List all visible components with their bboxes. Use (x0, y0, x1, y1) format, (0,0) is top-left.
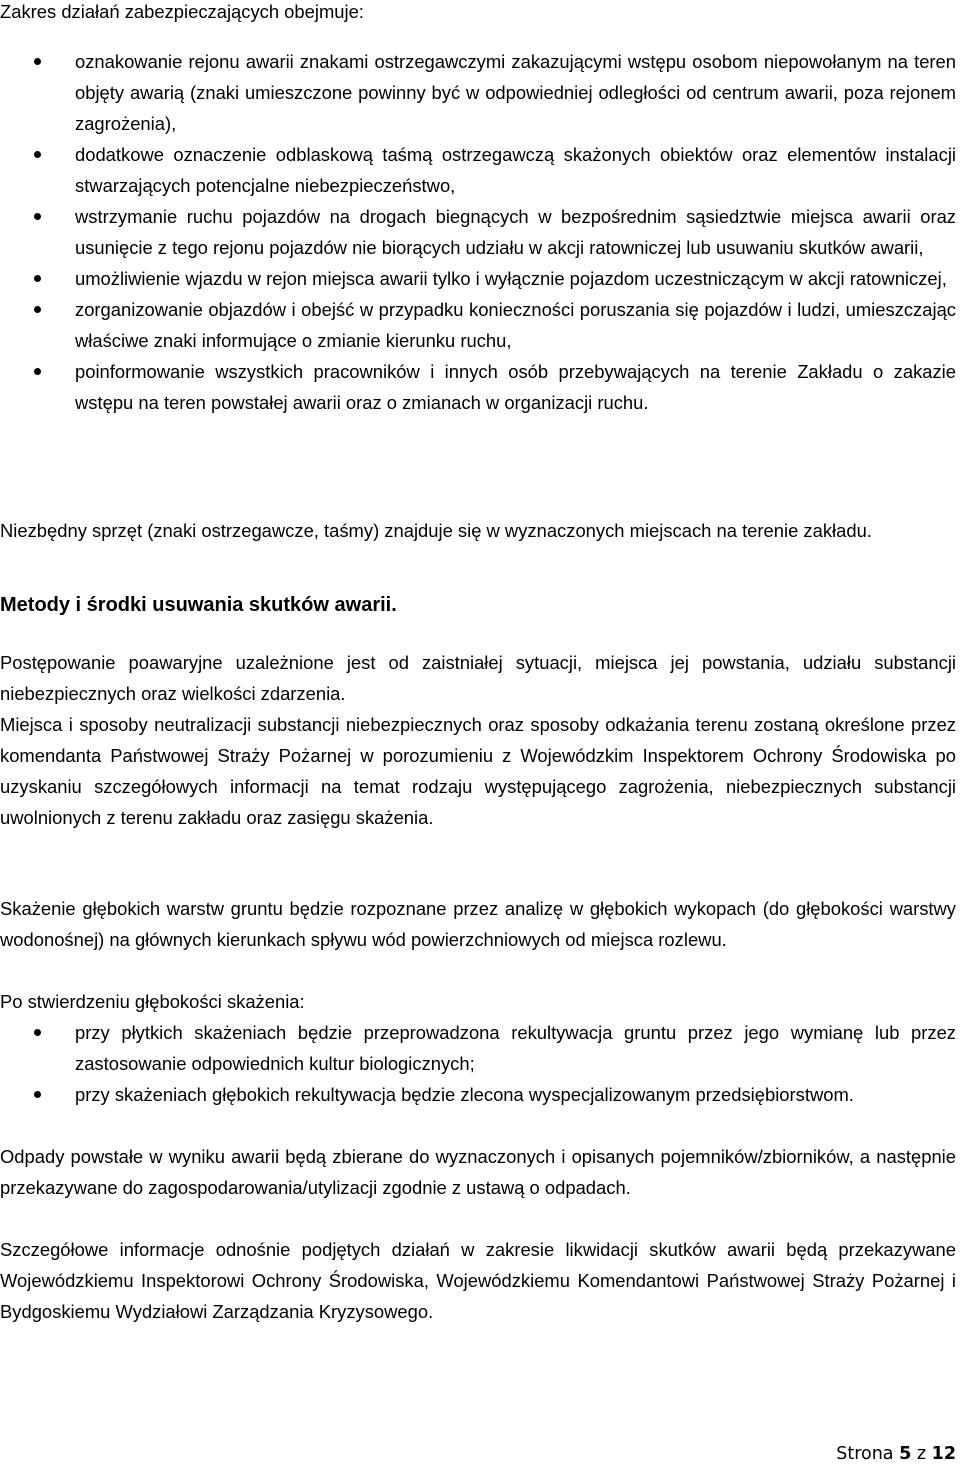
page-label: Strona (836, 1444, 894, 1464)
paragraph-odpady: Odpady powstałe w wyniku awarii będą zbierane do wyznaczonych i opisanych pojemników/zbiorników, a następnie przekazywane do zagospodarowania/utylizacji zgodnie z ustawą o odpadach. (0, 1146, 956, 1198)
intro-text: Zakres działań zabezpieczających obejmuje: (0, 1, 364, 22)
list-item-text: umożliwienie wjazdu w rejon miejsca awarii tylko i wyłącznie pojazdom uczestniczącym w akcji ratowniczej, (75, 268, 947, 289)
paragraph-miejsca: Miejsca i sposoby neutralizacji substancji niebezpiecznych oraz sposoby odkażania terenu zostaną określone przez komendanta Państwowej Straży Pożarnej w porozumieniu z Wojewódzkim Inspektorem Ochrony Środowiska po uzyskaniu szczegółowych informacji na temat rodzaju występującego zagrożenia, niebezpiecznych substancji uwolnionych z terenu zakładu oraz zasięgu skażenia. (0, 714, 956, 828)
list-item-text: poinformowanie wszystkich pracowników i innych osób przebywających na terenie Zakładu o zakazie wstępu na teren powstałej awarii oraz o zmianach w organizacji ruchu. (75, 361, 956, 413)
total-page-count: 12 (931, 1444, 956, 1464)
paragraph-skazenie: Skażenie głębokich warstw gruntu będzie rozpoznane przez analizę w głębokich wykopach (do głębokości warstwy wodonośnej) na głównych kierunkach spływu wód powierzchniowych od miejsca rozlewu. (0, 898, 956, 950)
bullet-icon (34, 275, 41, 282)
list-item-text: dodatkowe oznaczenie odblaskową taśmą ostrzegawczą skażonych obiektów oraz elementów instalacji stwarzających potencjalne niebezpieczeństwo, (75, 144, 956, 196)
list-item-text: wstrzymanie ruchu pojazdów na drogach biegnących w bezpośrednim sąsiedztwie miejsca awarii oraz usunięcie z tego rejonu pojazdów nie biorących udziału w akcji ratowniczej lub usuwaniu skutków awarii, (75, 206, 956, 258)
section-heading: Metody i środki usuwania skutków awarii. (0, 594, 397, 616)
equipment-paragraph: Niezbędny sprzęt (znaki ostrzegawcze, taśmy) znajduje się w wyznaczonych miejscach na terenie zakładu. (0, 520, 872, 541)
list-item-text: przy skażeniach głębokich rekultywacja będzie zlecona wyspecjalizowanym przedsiębiorstwom. (75, 1084, 854, 1105)
list-item (0, 1017, 956, 1079)
bullet-icon (34, 151, 41, 158)
remediation-list (0, 1017, 956, 1110)
list-item (0, 1079, 956, 1110)
list-item (0, 46, 956, 139)
paragraph-szczegolowe: Szczegółowe informacje odnośnie podjętych działań w zakresie likwidacji skutków awarii będą przekazywane Wojewódzkiemu Inspektorowi Ochrony Środowiska, Wojewódzkiemu Komendantowi Państwowej Straży Pożarnej i Bydgoskiemu Wydziałowi Zarządzania Kryzysowego. (0, 1239, 956, 1322)
current-page-number: 5 (899, 1444, 912, 1464)
bullet-icon (34, 306, 41, 313)
bullet-icon (34, 1091, 41, 1098)
bullet-icon (34, 213, 41, 220)
bullet-icon (34, 58, 41, 65)
bullet-icon (34, 1029, 41, 1036)
page-separator: z (916, 1444, 927, 1464)
list-item-text: oznakowanie rejonu awarii znakami ostrzegawczymi zakazującymi wstępu osobom niepowołanym na teren objęty awarią (znaki umieszczone powinny być w odpowiedniej odległości od centrum awarii, poza rejonem zagrożenia), (75, 51, 956, 134)
list-item (0, 294, 956, 356)
list-item (0, 139, 956, 201)
protective-actions-list (0, 46, 956, 418)
list-item (0, 356, 956, 418)
page-number-footer (836, 1443, 956, 1465)
list-item-text: przy płytkich skażeniach będzie przeprowadzona rekultywacja gruntu przez jego wymianę lub przez zastosowanie odpowiednich kultur biologicznych; (75, 1022, 956, 1074)
list-item-text: zorganizowanie objazdów i obejść w przypadku konieczności poruszania się pojazdów i ludzi, umieszczając właściwe znaki informujące o zmianie kierunku ruchu, (75, 299, 956, 351)
list-item (0, 201, 956, 263)
paragraph-po-stwierdzeniu: Po stwierdzeniu głębokości skażenia: (0, 991, 305, 1012)
paragraph-postepowanie: Postępowanie poawaryjne uzależnione jest od zaistniałej sytuacji, miejsca jej powstania, udziału substancji niebezpiecznych oraz wielkości zdarzenia. (0, 652, 956, 704)
bullet-icon (34, 368, 41, 375)
list-item (0, 263, 956, 294)
